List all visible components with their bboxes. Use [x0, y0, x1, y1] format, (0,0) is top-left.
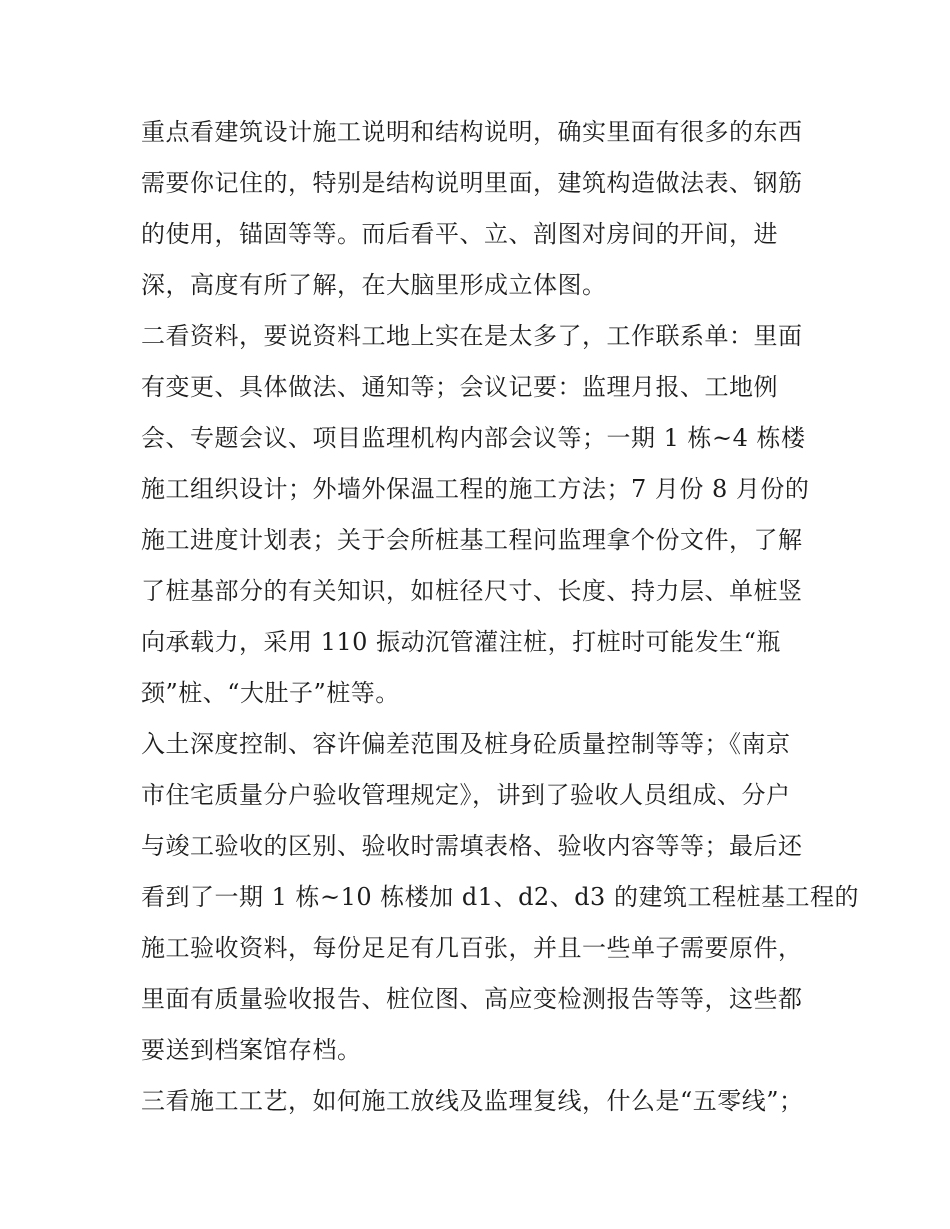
text-line: 市住宅质量分户验收管理规定》，讲到了验收人员组成、分户: [141, 781, 791, 809]
text-line: 向承载力，采用 110 振动沉管灌注桩，打桩时可能发生“瓶: [141, 628, 781, 656]
text-line: 三看施工工艺，如何施工放线及监理复线，什么是“五零线”；: [141, 1087, 804, 1115]
text-line: 重点看建筑设计施工说明和结构说明，确实里面有很多的东西: [141, 118, 803, 146]
text-line: 入土深度控制、容许偏差范围及桩身砼质量控制等等；《南京: [141, 730, 791, 758]
paragraph-pile-control: [141, 719, 859, 1076]
text-line: 施工验收资料，每份足足有几百张，并且一些单子需要原件，: [141, 934, 803, 962]
paragraph-construction-process: [141, 1076, 815, 1127]
text-line: 深，高度有所了解，在大脑里形成立体图。: [141, 271, 607, 299]
text-line: 施工进度计划表；关于会所桩基工程问监理拿个份文件，了解: [141, 526, 803, 554]
text-line: 有变更、具体做法、通知等；会议记要：监理月报、工地例: [141, 373, 778, 401]
text-line: 颈”桩、“大肚子”桩等。: [141, 679, 400, 707]
text-line: 了桩基部分的有关知识，如桩径尺寸、长度、持力层、单桩竖: [141, 577, 803, 605]
text-line: 看到了一期 1 栋~10 栋楼加 d1、d2、d3 的建筑工程桩基工程的: [141, 883, 859, 911]
text-line: 里面有质量验收报告、桩位图、高应变检测报告等等，这些都: [141, 985, 803, 1013]
document-body: [141, 107, 859, 1127]
text-line: 需要你记住的，特别是结构说明里面，建筑构造做法表、钢筋: [141, 169, 803, 197]
text-line: 二看资料，要说资料工地上实在是太多了，工作联系单：里面: [141, 322, 803, 350]
text-line: 与竣工验收的区别、验收时需填表格、验收内容等等；最后还: [141, 832, 803, 860]
text-line: 会、专题会议、项目监理机构内部会议等；一期 1 栋~4 栋楼: [141, 424, 806, 452]
paragraph-design-review: [141, 107, 815, 311]
paragraph-documents-review: [141, 311, 815, 719]
text-line: 施工组织设计；外墙外保温工程的施工方法；7 月份 8 月份的: [141, 475, 810, 503]
text-line: 要送到档案馆存档。: [141, 1036, 362, 1064]
text-line: 的使用，锚固等等。而后看平、立、剖图对房间的开间，进: [141, 220, 778, 248]
